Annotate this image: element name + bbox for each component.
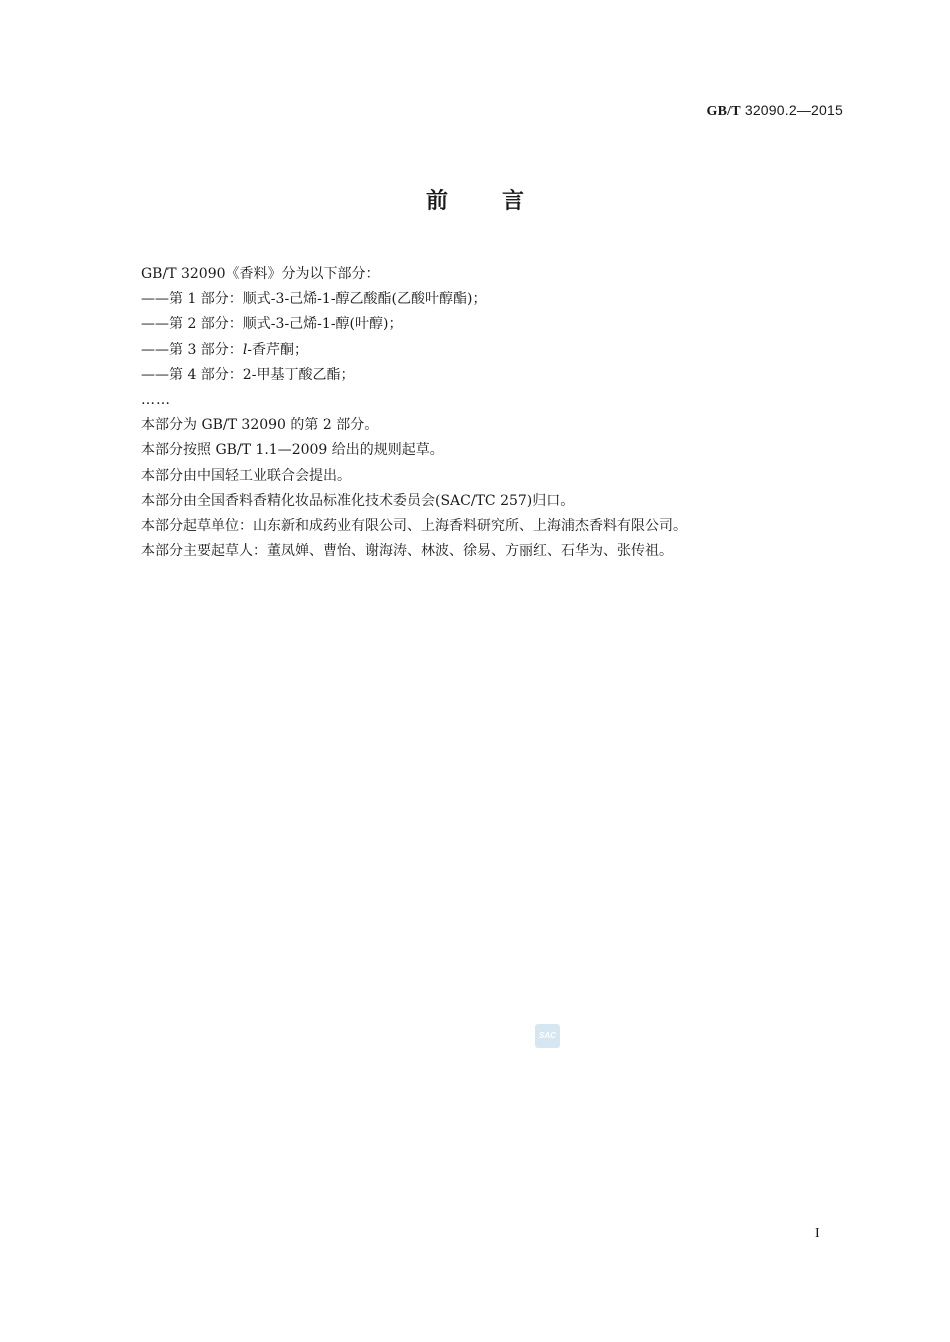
foreword-body <box>141 262 821 564</box>
page-number: I <box>815 1226 820 1241</box>
sac-watermark-logo <box>535 1024 560 1048</box>
standard-code <box>706 102 843 120</box>
statement-proposer: 本部分由中国轻工业联合会提出。 <box>141 467 351 484</box>
statement-part-number: 本部分为 GB/T 32090 的第 2 部分。 <box>141 417 379 434</box>
page-title: 前言 <box>425 189 578 214</box>
statement-drafters: 本部分主要起草人：董凤婵、曹怡、谢海涛、林波、徐易、方丽红、石华为、张传祖。 <box>141 543 673 560</box>
statement-drafting-units: 本部分起草单位：山东新和成药业有限公司、上海香料研究所、上海浦杰香料有限公司。 <box>141 517 687 534</box>
part-1-line: ——第 1 部分：顺式-3-己烯-1-醇乙酸酯(乙酸叶醇酯)； <box>141 291 487 308</box>
part-2-line: ——第 2 部分：顺式-3-己烯-1-醇(叶醇)； <box>141 316 403 333</box>
part-3-italic: l <box>242 341 248 358</box>
part-3-prefix: ——第 3 部分： <box>141 341 243 358</box>
watermark-text: SAC <box>539 1031 556 1040</box>
statement-drafting-rules: 本部分按照 GB/T 1.1—2009 给出的规则起草。 <box>141 442 444 459</box>
part-3-suffix: -香芹酮； <box>247 341 309 358</box>
intro-line: GB/T 32090《香料》分为以下部分： <box>141 266 380 282</box>
statement-committee: 本部分由全国香料香精化妆品标准化技术委员会(SAC/TC 257)归口。 <box>141 492 575 509</box>
standard-code-prefix: GB/T <box>706 104 741 119</box>
ellipsis-line: …… <box>141 391 171 408</box>
standard-code-number: 32090.2—2015 <box>740 102 843 118</box>
part-3-line <box>141 338 821 363</box>
part-4-line: ——第 4 部分：2-甲基丁酸乙酯； <box>141 366 355 383</box>
